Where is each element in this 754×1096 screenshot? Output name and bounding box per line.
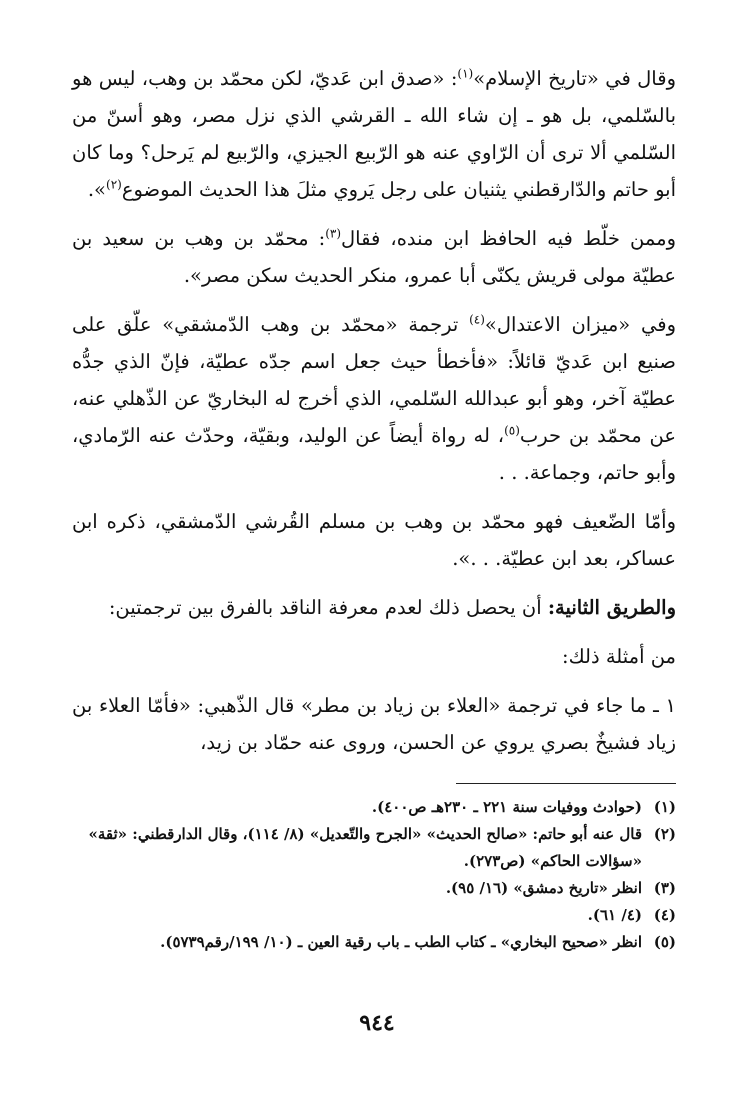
paragraph-1-text-b: : «صدق ابن عَديّ، لكن محمّد بن وهب، ليس هو بالسّلمي، بل هو ـ إن شاء الله ـ القرشي الذي نزل مصر، وهو أسنّ من السّلمي ألا ترى أن الرّاوي عنه هو الرّبيع الجيزي، والرّبيع لم يَرحل؟ وما كان أبو حاتم والدّارقطني يثنيان على رجل يَروي مثلَ هذا الحديث الموضوع bbox=[72, 67, 676, 201]
footnote-text: (٤/ ٦١). bbox=[587, 906, 642, 924]
footnote-ref-5[interactable]: (٥) bbox=[504, 423, 520, 438]
paragraph-2-text-b: : محمّد بن وهب بن سعيد بن عطيّة مولى قريش يكنّى أبا عمرو، منكر الحديث سكن مصر». bbox=[72, 227, 676, 287]
footnote-ref-1[interactable]: (١) bbox=[457, 66, 474, 81]
footnote-number: (١) bbox=[653, 798, 676, 816]
section-heading-second-way: والطريق الثانية: bbox=[547, 596, 676, 619]
footnote-ref-4[interactable]: (٤) bbox=[469, 312, 485, 327]
footnote-number: (٢) bbox=[653, 825, 676, 843]
paragraph-2-text-a: وممن خلّط فيه الحافظ ابن منده، فقال bbox=[341, 227, 676, 250]
footnotes bbox=[72, 794, 676, 956]
page-number: ٩٤٤ bbox=[359, 1010, 395, 1036]
footnote-text: انظر «صحيح البخاري» ـ كتاب الطب ـ باب رقية العين ـ (١٠/ ١٩٩/رقم٥٧٣٩). bbox=[160, 933, 642, 951]
footnote-number: (٣) bbox=[653, 879, 676, 897]
paragraph-4: وأمّا الضّعيف فهو محمّد بن وهب بن مسلم القُرشي الدّمشقي، ذكره ابن عساكر، بعد ابن عطيّة. . .». bbox=[72, 510, 676, 570]
paragraph-1 bbox=[72, 60, 676, 208]
footnote-4 bbox=[72, 902, 676, 929]
footnote-1 bbox=[72, 794, 676, 821]
paragraph-2 bbox=[72, 220, 676, 294]
paragraph-3 bbox=[72, 306, 676, 491]
footnote-ref-3[interactable]: (٣) bbox=[325, 226, 342, 241]
footnote-2 bbox=[72, 821, 676, 875]
paragraph-5-text: أن يحصل ذلك لعدم معرفة الناقد بالفرق بين ترجمتين: bbox=[108, 596, 548, 619]
paragraph-5 bbox=[72, 589, 676, 626]
paragraph-6: من أمثلة ذلك: bbox=[562, 645, 676, 668]
paragraph-3-text-b: ترجمة «محمّد بن وهب الدّمشقي» علّق على صنيع ابن عَديّ قائلاً: «فأخطأ حيث جعل اسم جدّه عطيّة، فإنّ الذي جدُّه عطيّة آخر، وهو أبو عبدالله السّلمي، الذي أخرج له البخاريّ عن الذّهلي عنه، عن محمّد بن حرب bbox=[72, 313, 676, 447]
paragraph-1-text-a: وقال في «تاريخ الإسلام» bbox=[473, 67, 676, 90]
footnote-divider bbox=[456, 783, 676, 784]
paragraph-3-text-c: ، له رواة أيضاً عن الوليد، وبقيّة، وحدّث عنه الرّمادي، وأبو حاتم، وجماعة. . . bbox=[72, 424, 676, 484]
footnote-text: قال عنه أبو حاتم: «صالح الحديث» «الجرح والتّعديل» (٨/ ١١٤)، وقال الدارقطني: «ثقة» «سؤالات الحاكم» (ص٢٧٣). bbox=[88, 825, 642, 870]
footnote-text: (حوادث ووفيات سنة ٢٢١ ـ ٢٣٠هـ ص٤٠٠). bbox=[371, 798, 642, 816]
footnote-number: (٤) bbox=[653, 906, 676, 924]
footnote-ref-2[interactable]: (٢) bbox=[106, 177, 122, 192]
footnote-5 bbox=[72, 929, 676, 956]
paragraph-7: ١ ـ ما جاء في ترجمة «العلاء بن زياد بن مطر» قال الذّهبي: «فأمّا العلاء بن زياد فشيخٌ بصري يروي عن الحسن، وروى عنه حمّاد بن زيد، bbox=[72, 694, 676, 754]
footnote-text: انظر «تاريخ دمشق» (١٦/ ٩٥). bbox=[445, 879, 642, 897]
paragraph-3-text-a: وفي «ميزان الاعتدال» bbox=[484, 313, 676, 336]
paragraph-1-text-c: ». bbox=[87, 178, 106, 201]
footnote-number: (٥) bbox=[653, 933, 676, 951]
footnote-3 bbox=[72, 875, 676, 902]
